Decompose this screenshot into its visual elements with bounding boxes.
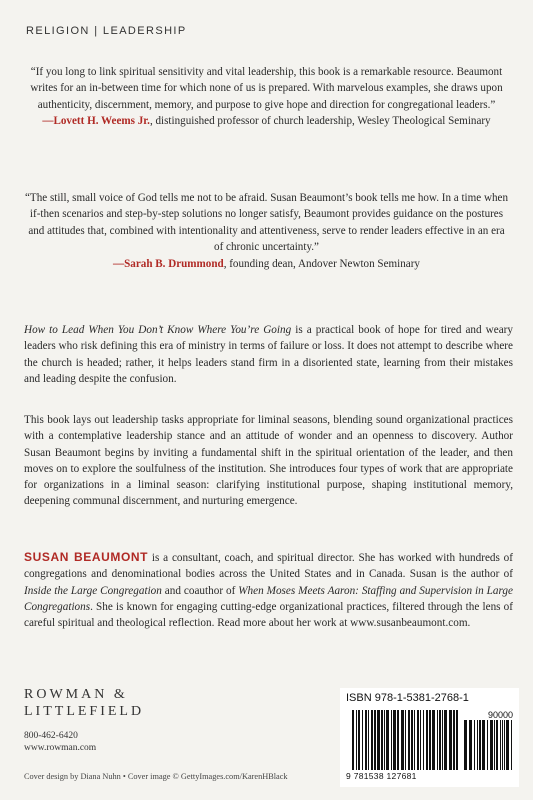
endorsement-quote-2 xyxy=(24,190,509,272)
bio-text: and coauthor of xyxy=(161,584,239,597)
publisher-line-2: LITTLEFIELD xyxy=(24,704,145,719)
quote-text: “The still, small voice of God tells me not to be afraid. Susan Beaumont’s book tells me how. In a time when if-then scenarios and step-by-step solutions no longer satisfy, Beaumont provides guidance on the postures and attitudes that, combined with intentionality and attentiveness, serve to render leaders effective in an era of chronic uncertainty.” xyxy=(25,192,508,254)
description-paragraph-1 xyxy=(24,322,513,387)
description-paragraph-2: This book lays out leadership tasks appropriate for liminal seasons, blending sound organizational practices with a contemplative leadership stance and an attitude of wonder and an openness to discovery. Author Susan Beaumont begins by inviting a fundamental shift in the spiritual orientation of the leader, and then moves on to explore the soulfulness of the institution. She introduces four types of work that are appropriate for organizations in a liminal season: clarifying institutional purpose, shaping institutional memory, deepening communal discernment, and nurturing emergence. xyxy=(24,414,513,508)
barcode-bars-icon xyxy=(352,710,460,770)
ean-digits: 9 781538 127681 xyxy=(346,771,417,781)
quote-author-name: —Lovett H. Weems Jr. xyxy=(42,115,150,128)
category-label: RELIGION | LEADERSHIP xyxy=(26,25,187,37)
description-text: is a practical book of hope for tired and weary leaders who risk defining this era of ministry in terms of failure or loss. It does not attempt to describe where the church is headed; rather, it helps leaders stand firm in a disoriented state, learning from their mistakes and leading despite the confusion. xyxy=(24,324,513,385)
endorsement-quote-1 xyxy=(24,64,509,130)
publisher-line-1: ROWMAN & xyxy=(24,687,128,702)
quote-author-title: , founding dean, Andover Newton Seminary xyxy=(223,257,420,270)
bio-book-title: When Moses Meets Aaron: Staffing and Supervision in Large Congregations xyxy=(24,584,513,613)
bio-text: . She is known for engaging cutting-edge organizational practices, filtered through the lens of careful spiritual and theological reflection. Read more about her work at www.susanbeaumont.com. xyxy=(24,600,513,630)
quote-text: “If you long to link spiritual sensitivity and vital leadership, this book is a remarkable resource. Beaumont writes for an in-between time for which none of us is prepared. With marvelous examples, she draws upon authenticity, discernment, memory, and purpose to give hope and direction for congregational leaders.” xyxy=(30,66,503,111)
barcode-box xyxy=(340,688,519,787)
bio-text: is a consultant, coach, and spiritual director. She has worked with hundreds of congregations and denominational bodies across the United States and in Canada. Susan is the author of xyxy=(24,552,513,581)
publisher-contact xyxy=(24,730,96,754)
quote-author-title: , distinguished professor of church leadership, Wesley Theological Seminary xyxy=(149,115,491,128)
author-name: SUSAN BEAUMONT xyxy=(24,550,149,564)
book-title: How to Lead When You Don’t Know Where You’re Going xyxy=(24,324,292,336)
quote-author-name: —Sarah B. Drummond xyxy=(113,257,224,270)
bio-book-title: Inside the Large Congregation xyxy=(24,584,162,597)
publisher-website: www.rowman.com xyxy=(24,743,97,753)
publisher-phone: 800-462-6420 xyxy=(24,731,78,741)
price-barcode-bars-icon xyxy=(464,720,512,770)
quote-attribution xyxy=(24,113,509,129)
isbn-label: ISBN 978-1-5381-2768-1 xyxy=(346,692,469,704)
publisher-logo xyxy=(24,686,144,720)
price-code: 90000 xyxy=(487,710,513,720)
author-bio xyxy=(24,549,513,631)
quote-attribution xyxy=(24,256,509,272)
cover-credits: Cover design by Diana Nuhn • Cover image © GettyImages.com/KarenHBlack xyxy=(24,772,288,781)
